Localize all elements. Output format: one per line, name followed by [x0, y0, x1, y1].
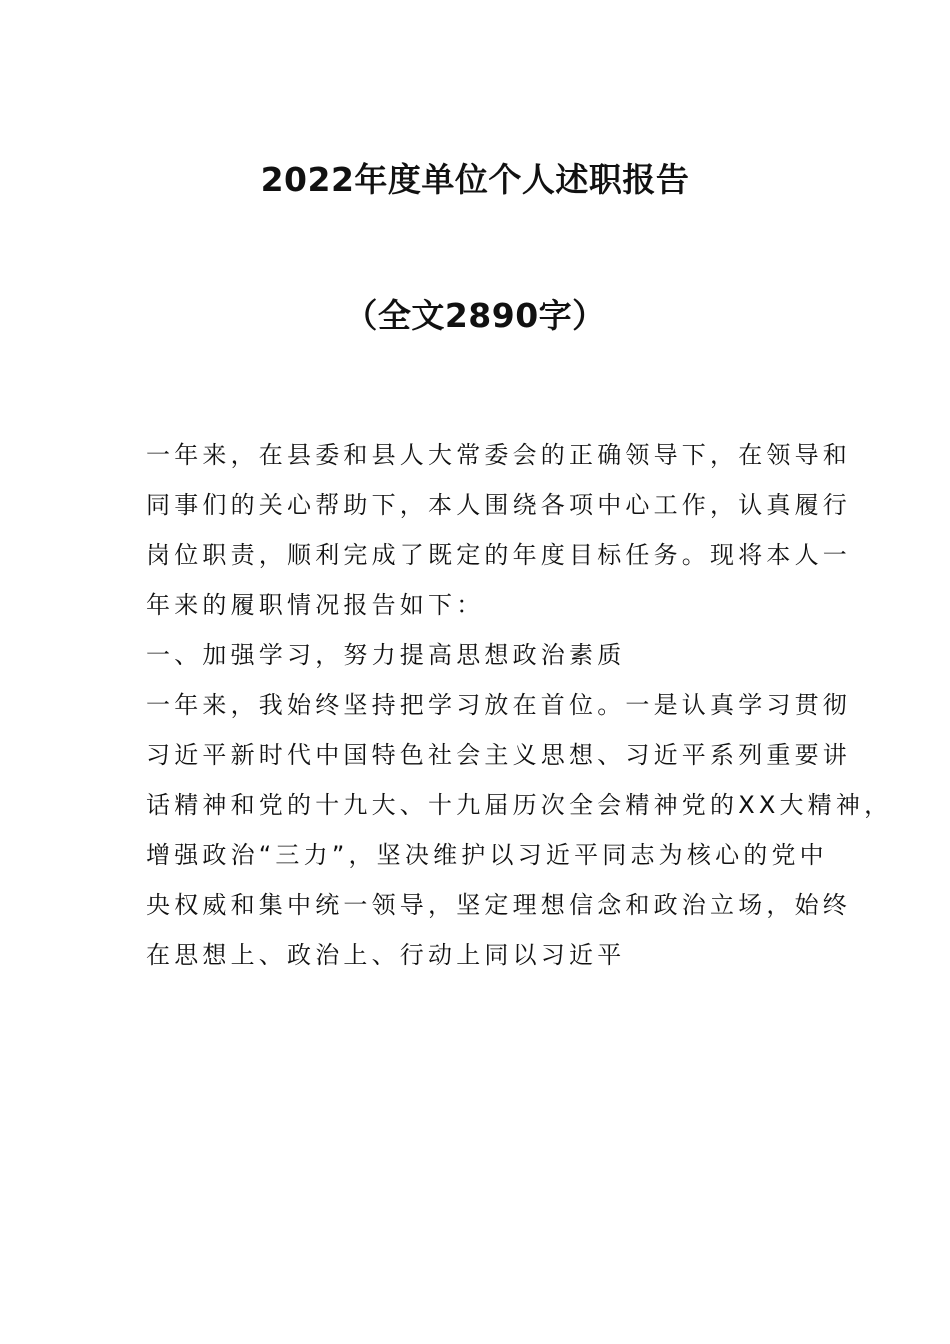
body-line: 一年来，我始终坚持把学习放在首位。一是认真学习贯彻 [146, 691, 851, 719]
body-line: 岗位职责，顺利完成了既定的年度目标任务。现将本人一 [146, 541, 851, 569]
body-line: 在思想上、政治上、行动上同以习近平 [146, 941, 626, 969]
document-title: 2022年度单位个人述职报告 [260, 160, 690, 199]
body-line: 增强政治“三力”，坚决维护以习近平同志为核心的党中 [146, 841, 828, 869]
body-line: 习近平新时代中国特色社会主义思想、习近平系列重要讲 [146, 741, 851, 769]
body-line: 同事们的关心帮助下，本人围绕各项中心工作，认真履行 [146, 491, 851, 519]
body-line: 年来的履职情况报告如下： [146, 591, 485, 619]
document-subtitle: （全文2890字） [344, 296, 606, 335]
body-line: 一年来，在县委和县人大常委会的正确领导下，在领导和 [146, 441, 851, 469]
document-body [146, 430, 893, 980]
body-line: 央权威和集中统一领导，坚定理想信念和政治立场，始终 [146, 891, 851, 919]
section-heading: 一、加强学习，努力提高思想政治素质 [146, 641, 626, 669]
body-line: 话精神和党的十九大、十九届历次全会精神党的XX大精神， [146, 791, 893, 819]
